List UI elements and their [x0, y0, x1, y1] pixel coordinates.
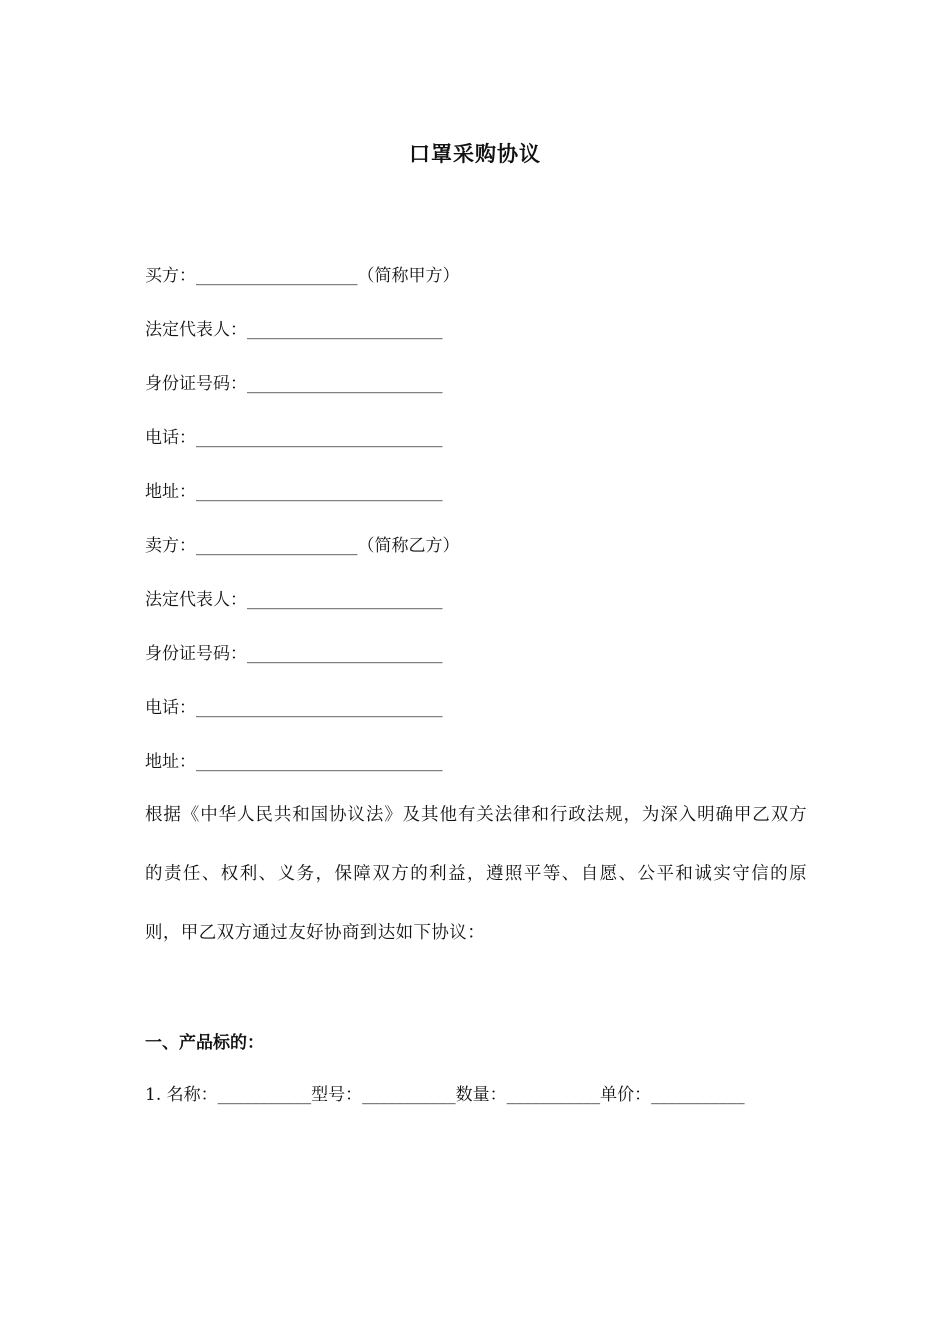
seller-representative-line: 法定代表人：_______________________ [145, 590, 443, 610]
seller-id-number-line: 身份证号码：_______________________ [145, 644, 443, 664]
section-heading-product: 一、产品标的： [145, 1033, 264, 1053]
product-item-1: 1. 名称：___________型号：___________数量：___________单价：___________ [145, 1085, 745, 1105]
buyer-id-number-line: 身份证号码：_______________________ [145, 374, 443, 394]
preamble-paragraph: 根据《中华人民共和国协议法》及其他有关法律和行政法规，为深入明确甲乙双方的责任、权利、义务，保障双方的利益，遵照平等、自愿、公平和诚实守信的原则，甲乙双方通过友好协商到达如下协议： [145, 805, 807, 943]
seller-address-line: 地址：_____________________________ [145, 752, 443, 772]
buyer-address-line: 地址：_____________________________ [145, 482, 443, 502]
buyer-representative-line: 法定代表人：_______________________ [145, 320, 443, 340]
buyer-name-line: 买方：___________________（简称甲方） [145, 266, 460, 286]
document-title: 口罩采购协议 [409, 141, 541, 166]
buyer-phone-line: 电话：_____________________________ [145, 428, 443, 448]
seller-name-line: 卖方：___________________（简称乙方） [145, 536, 460, 556]
seller-phone-line: 电话：_____________________________ [145, 698, 443, 718]
